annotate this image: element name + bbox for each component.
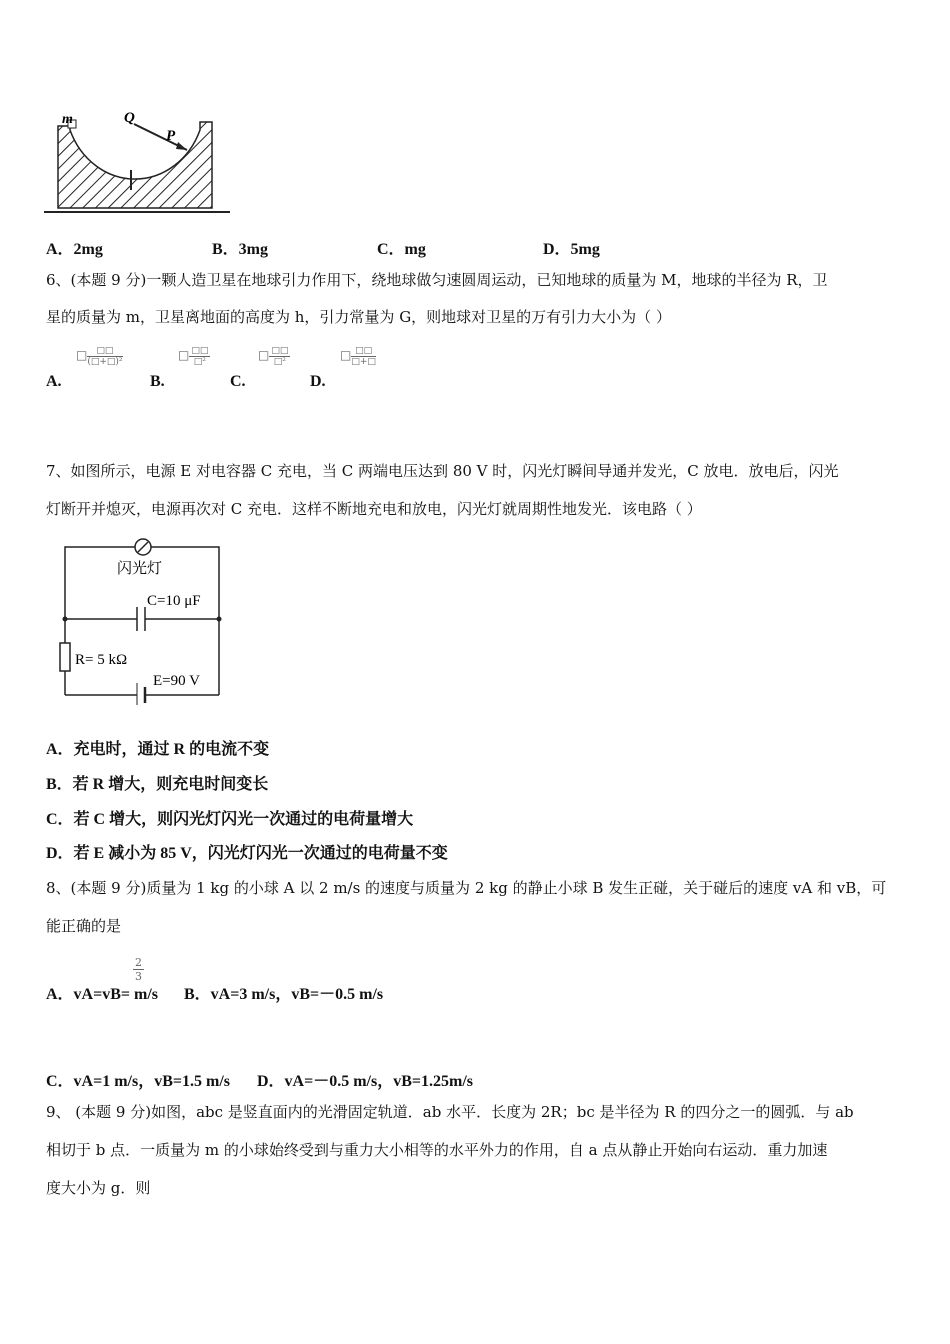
- option-label: C.: [230, 373, 246, 390]
- numerator: 2: [135, 956, 142, 969]
- q6-option-b[interactable]: [150, 373, 165, 391]
- denominator: □+□: [351, 357, 376, 367]
- q7-text-2: 灯断开并熄灭，电源再次对 C 充电．这样不断地充电和放电，闪光灯就周期性地发光．该电路（ ）: [46, 500, 702, 518]
- numerator: □□: [191, 346, 209, 356]
- q9-text-2: 相切于 b 点．一质量为 m 的小球始终受到与重力大小相等的水平外力的作用，自 a 点从静止开始向右运动．重力加速: [46, 1141, 828, 1159]
- prefix: □: [178, 348, 190, 362]
- denominator: (□+□)²: [87, 357, 123, 367]
- source-label: E=90 V: [153, 673, 200, 689]
- q5-option-c[interactable]: C．mg: [377, 241, 426, 258]
- label-m: m: [62, 112, 73, 127]
- denominator: 3: [135, 970, 142, 983]
- option-label: A.: [46, 373, 62, 390]
- q6-text-2: 星的质量为 m，卫星离地面的高度为 h，引力常量为 G，则地球对卫星的万有引力大小为（ ）: [46, 308, 671, 326]
- q6-text-1: 6、(本题 9 分)一颗人造卫星在地球引力作用下，绕地球做匀速圆周运动，已知地球的质量为 M，地球的半径为 R，卫: [46, 271, 828, 289]
- bowl-figure: [42, 108, 237, 223]
- q6-formula-b: [178, 346, 210, 367]
- q5-option-a[interactable]: A．2mg: [46, 241, 103, 258]
- q6-formula-c: [258, 346, 290, 367]
- q9-text-3: 度大小为 g．则: [46, 1179, 151, 1197]
- q6-formula-d: [340, 346, 376, 367]
- q5-option-b[interactable]: B．3mg: [212, 241, 269, 258]
- q8-option-c[interactable]: C．vA=1 m/s，vB=1.5 m/s: [46, 1073, 231, 1090]
- option-label: D.: [310, 373, 326, 390]
- denominator: □²: [273, 357, 286, 367]
- q5-option-d[interactable]: D．5mg: [543, 241, 600, 258]
- option-label: B.: [150, 373, 165, 390]
- numerator: □□: [271, 346, 289, 356]
- q6-option-d[interactable]: [310, 373, 326, 391]
- q8-text-2: 能正确的是: [46, 917, 122, 935]
- q6-option-c[interactable]: [230, 373, 246, 391]
- q8-option-b[interactable]: B．vA=3 m/s，vB=－0.5 m/s: [184, 986, 384, 1003]
- q8-option-d[interactable]: D．vA=－0.5 m/s，vB=1.25m/s: [257, 1073, 474, 1090]
- prefix: □: [258, 348, 270, 362]
- prefix: □: [76, 348, 88, 362]
- q7-option-a[interactable]: A．充电时，通过 R 的电流不变: [46, 741, 270, 758]
- numerator: □□: [351, 346, 376, 357]
- capacitor-label: C=10 μF: [147, 593, 201, 609]
- circuit-figure: [55, 535, 230, 705]
- denominator: □²: [193, 357, 206, 367]
- q8-option-a[interactable]: A．vA=vB= m/s: [46, 986, 159, 1003]
- q7-option-d[interactable]: D．若 E 减小为 85 V，闪光灯闪光一次通过的电荷量不变: [46, 845, 448, 862]
- q8-text-1: 8、(本题 9 分)质量为 1 kg 的小球 A 以 2 m/s 的速度与质量为 2 kg 的静止小球 B 发生正碰，关于碰后的速度 vA 和 vB，可: [46, 879, 887, 897]
- q8-fraction: [133, 956, 144, 983]
- label-Q: Q: [124, 110, 135, 126]
- q7-option-b[interactable]: B．若 R 增大，则充电时间变长: [46, 776, 269, 793]
- q9-text-1: 9、 (本题 9 分)如图，abc 是竖直面内的光滑固定轨道．ab 水平．长度为 2R；bc 是半径为 R 的四分之一的圆弧．与 ab: [46, 1103, 854, 1121]
- q6-formula-a: [76, 346, 123, 367]
- prefix: □: [340, 348, 352, 362]
- numerator: □□: [87, 346, 122, 357]
- lamp-label: 闪光灯: [117, 561, 163, 577]
- q7-text-1: 7、如图所示，电源 E 对电容器 C 充电，当 C 两端电压达到 80 V 时，闪光灯瞬间导通并发光，C 放电．放电后，闪光: [46, 462, 839, 480]
- q6-option-a[interactable]: [46, 373, 62, 391]
- q7-option-c[interactable]: C．若 C 增大，则闪光灯闪光一次通过的电荷量增大: [46, 811, 414, 828]
- label-P: P: [166, 128, 176, 144]
- resistor-label: R= 5 kΩ: [75, 652, 128, 668]
